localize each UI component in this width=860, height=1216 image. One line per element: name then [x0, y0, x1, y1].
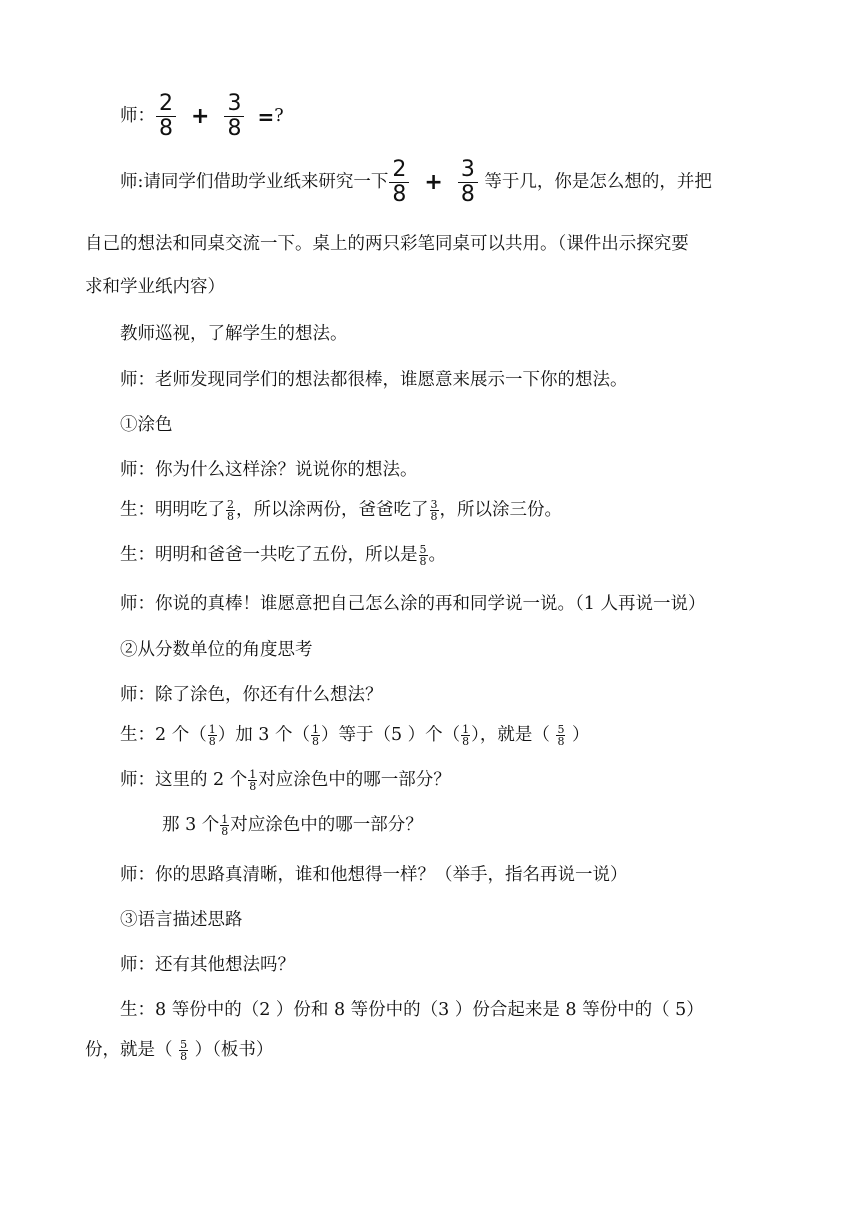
- paragraph-line: 自己的想法和同桌交流一下。桌上的两只彩笔同桌可以共用。（课件出示探究要: [85, 234, 689, 254]
- section-heading: ②从分数单位的角度思考: [120, 640, 313, 660]
- fraction: [226, 499, 235, 522]
- fraction: [224, 92, 244, 141]
- numerator: 2: [392, 157, 407, 182]
- text-segment: 等于几，你是怎么想的，并把: [478, 172, 712, 192]
- fraction: [179, 1039, 188, 1062]
- line-teacher-question: [162, 811, 860, 837]
- text-segment: 生：明明吃了: [120, 500, 225, 520]
- text-segment: ，所以涂两份，爸爸吃了: [236, 500, 429, 520]
- paragraph-line: 生：8 等份中的（2 ）份和 8 等份中的（3 ）份合起来是 8 等份中的（ 5）: [120, 1000, 704, 1020]
- numerator: 5: [557, 723, 565, 736]
- fraction: [248, 769, 257, 792]
- denominator: 8: [462, 735, 470, 748]
- numerator: 3: [460, 157, 475, 182]
- line-teacher-question: [120, 92, 820, 141]
- numerator: 1: [311, 723, 319, 736]
- fraction: [430, 499, 439, 522]
- plus-sign: +: [191, 104, 210, 129]
- paragraph-line: 师：你为什么这样涂？说说你的想法。: [120, 460, 418, 480]
- denominator: 8: [227, 116, 242, 141]
- fraction: [208, 724, 217, 747]
- text-segment: ）（板书）: [189, 1040, 274, 1060]
- line-student-answer: [120, 721, 820, 747]
- numerator: 3: [227, 91, 242, 116]
- text-segment: ，所以涂三份。: [439, 500, 562, 520]
- text-segment: 对应涂色中的哪一部分？: [230, 815, 423, 835]
- numerator: 1: [208, 723, 216, 736]
- denominator: 8: [557, 735, 565, 748]
- text-segment: 那 3 个: [162, 815, 220, 835]
- numerator: 5: [180, 1038, 188, 1051]
- denominator: 8: [180, 1050, 188, 1063]
- line-student-answer: [120, 496, 820, 522]
- denominator: 8: [208, 735, 216, 748]
- line-student-answer: [85, 1036, 785, 1062]
- fraction: [156, 92, 176, 141]
- denominator: 8: [221, 825, 229, 838]
- section-heading: ③语言描述思路: [120, 910, 243, 930]
- fraction: [220, 814, 229, 837]
- paragraph-line: 师：老师发现同学们的想法都很棒，谁愿意来展示一下你的想法。: [120, 370, 628, 390]
- numerator: 5: [419, 543, 427, 556]
- line-teacher-instruction: [120, 158, 820, 207]
- text-segment: ）等于（5 ）个（: [320, 725, 461, 745]
- fraction: [389, 158, 409, 207]
- denominator: 8: [249, 780, 257, 793]
- denominator: 8: [430, 510, 438, 523]
- text-segment: 份，就是（: [85, 1040, 179, 1060]
- denominator: 8: [159, 116, 173, 141]
- paragraph-line: 师：除了涂色，你还有什么想法？: [120, 685, 383, 705]
- text-segment: ），就是（: [471, 725, 556, 745]
- speaker-label: 师：: [120, 106, 155, 126]
- text-segment: 生：2 个（: [120, 725, 207, 745]
- numerator: 2: [159, 91, 173, 116]
- text-segment: 生：明明和爸爸一共吃了五份，所以是: [120, 545, 418, 565]
- fraction: [461, 724, 470, 747]
- numerator: 3: [430, 498, 438, 511]
- paragraph-line: 师：你的思路真清晰，谁和他想得一样？（举手，指名再说一说）: [120, 865, 628, 885]
- denominator: 8: [311, 735, 319, 748]
- denominator: 8: [227, 510, 234, 523]
- numerator: 1: [462, 723, 470, 736]
- paragraph-line: 求和学业纸内容）: [85, 277, 225, 297]
- paragraph-line: 师：还有其他想法吗？: [120, 955, 295, 975]
- numerator: 1: [249, 768, 257, 781]
- fraction: [556, 724, 565, 747]
- numerator: 2: [227, 498, 234, 511]
- text-segment: 师：这里的 2 个: [120, 770, 248, 790]
- section-heading: ①涂色: [120, 415, 173, 435]
- paragraph-line: 教师巡视，了解学生的想法。: [120, 324, 348, 344]
- denominator: 8: [392, 182, 407, 207]
- text-segment: 。: [428, 545, 446, 565]
- denominator: 8: [419, 555, 427, 568]
- numerator: 1: [221, 813, 229, 826]
- paragraph-line: 师：你说的真棒！谁愿意把自己怎么涂的再和同学说一说。（1 人再说一说）: [120, 594, 706, 614]
- line-teacher-question: [120, 766, 820, 792]
- line-student-answer: [120, 541, 820, 567]
- equals-sign: =: [257, 104, 275, 129]
- denominator: 8: [460, 182, 475, 207]
- text-segment: ）加 3 个（: [217, 725, 310, 745]
- fraction: [458, 158, 478, 207]
- text-segment: 对应涂色中的哪一部分？: [258, 770, 451, 790]
- plus-sign: +: [424, 170, 443, 195]
- question-mark: ?: [274, 106, 284, 126]
- text-segment: 师:请同学们借助学业纸来研究一下: [120, 172, 389, 192]
- fraction: [311, 724, 320, 747]
- fraction: [419, 544, 428, 567]
- text-segment: ）: [566, 725, 590, 745]
